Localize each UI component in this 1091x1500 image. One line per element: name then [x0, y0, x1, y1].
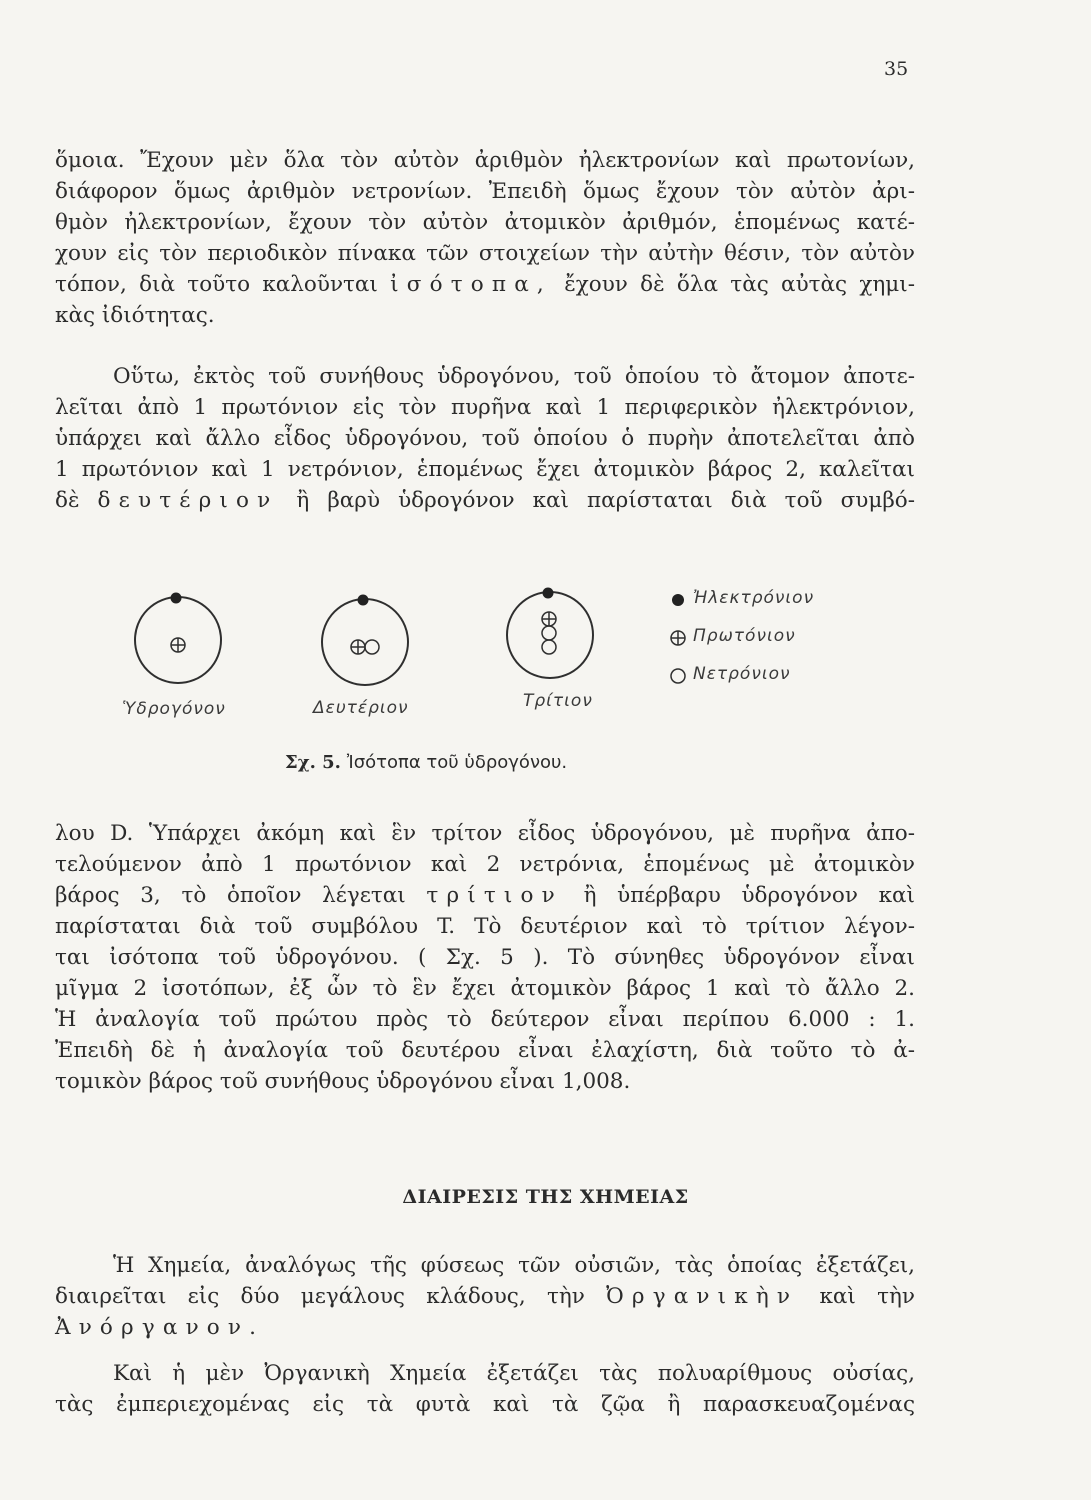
text-segment: διαιρεῖται εἰς δύο μεγάλους κλάδους, τὴν [55, 1284, 585, 1309]
text-line [55, 1281, 915, 1312]
caption-text: Ἰσότοπα τοῦ ὑδρογόνου. [346, 752, 568, 773]
tritium-electron [543, 588, 554, 599]
label-tritium: Τρίτιον [523, 691, 593, 711]
text-line: ὑπάρχει καὶ ἄλλο εἶδος ὑδρογόνου, τοῦ ὁποίου ὁ πυρὴν ἀποτελεῖται ἀπὸ [55, 426, 915, 451]
section-heading: ΔΙΑΙΡΕΣΙΣ ΤΗΣ ΧΗΜΕΙΑΣ [402, 1186, 689, 1208]
paragraph-deuterium [55, 361, 915, 516]
text-line: ὅμοια. Ἔχουν μὲν ὅλα τὸν αὐτὸν ἀριθμὸν ἠλεκτρονίων καὶ πρωτονίων, [55, 148, 915, 173]
text-line: Ἡ Χημεία, ἀναλόγως τῆς φύσεως τῶν οὐσιῶν, τὰς ὁποίας ἐξετάζει, [113, 1253, 915, 1278]
legend-proton-icon [671, 631, 685, 645]
emphasized-term-inorganic: Ἀνόργανον. [55, 1315, 265, 1340]
deuterium-electron [358, 595, 369, 606]
text-line [55, 269, 915, 300]
text-line: διάφορον ὅμως ἀριθμὸν νετρονίων. Ἐπειδὴ ὅμως ἔχουν τὸν αὐτὸν ἀρι- [55, 179, 915, 204]
text-line: χουν εἰς τὸν περιοδικὸν πίνακα τῶν στοιχείων τὴν αὐτὴν θέσιν, τὸν αὐτὸν [55, 241, 915, 266]
text-segment: ἔχουν δὲ ὅλα τὰς αὐτὰς χημι- [564, 272, 915, 297]
legend-electron-icon [672, 594, 684, 606]
paragraph-isotopes-intro [55, 145, 915, 331]
text-line: τελούμενον ἀπὸ 1 πρωτόνιον καὶ 2 νετρόνια, ἑπομένως μὲ ἀτομικὸν [55, 852, 915, 877]
page-number: 35 [884, 58, 909, 80]
text-line: Ἐπειδὴ δὲ ἡ ἀναλογία τοῦ δευτέρου εἶναι ἐλαχίστη, διὰ τοῦτο τὸ ἀ- [55, 1038, 915, 1063]
text-line: τομικὸν βάρος τοῦ συνήθους ὑδρογόνου εἶναι 1,008. [55, 1069, 631, 1094]
text-segment: ἢ βαρὺ ὑδρογόνον καὶ παρίσταται διὰ τοῦ συμβό- [296, 488, 915, 513]
label-hydrogen: Ὑδρογόνον [122, 699, 226, 719]
figure-caption [285, 752, 567, 773]
text-line: λεῖται ἀπὸ 1 πρωτόνιον εἰς τὸν πυρῆνα καὶ 1 περιφερικὸν ἠλεκτρόνιον, [55, 395, 915, 420]
emphasized-term-deuterium: δευτέριον [97, 488, 279, 513]
paragraph-tritium [55, 818, 915, 1097]
text-line: Οὕτω, ἐκτὸς τοῦ συνήθους ὑδρογόνου, τοῦ ὁποίου τὸ ἄτομον ἀποτε- [113, 364, 915, 389]
tritium-nucleus-icon [542, 612, 556, 654]
legend-electron: Ἠλεκτρόνιον [693, 588, 815, 608]
legend-neutron-icon [671, 669, 685, 683]
text-line: Καὶ ἡ μὲν Ὀργανικὴ Χημεία ἐξετάζει τὰς πολυαρίθμους οὐσίας, [113, 1361, 915, 1386]
paragraph-organic-chemistry [55, 1358, 915, 1420]
text-line: θμὸν ἠλεκτρονίων, ἔχουν τὸν αὐτὸν ἀτομικὸν ἀριθμόν, ἑπομένως κατέ- [55, 210, 915, 235]
caption-number: Σχ. 5. [285, 752, 341, 773]
text-segment: ἢ ὑπέρβαρυ ὑδρογόνον καὶ [583, 883, 915, 908]
text-line: παρίσταται διὰ τοῦ συμβόλου T. Τὸ δευτέριον καὶ τὸ τρίτιον λέγον- [55, 914, 915, 939]
text-line: τὰς ἐμπεριεχομένας εἰς τὰ φυτὰ καὶ τὰ ζῷα ἢ παρασκευαζομένας [55, 1392, 915, 1417]
emphasized-term-tritium: τρίτιον [426, 883, 563, 908]
legend-neutron: Νετρόνιον [693, 664, 791, 684]
deuterium-orbit [322, 599, 408, 685]
text-line: μῖγμα 2 ἰσοτόπων, ἐξ ὧν τὸ ἓν ἔχει ἀτομικὸν βάρος 1 καὶ τὸ ἄλλο 2. [55, 976, 915, 1001]
text-segment: τόπον, διὰ τοῦτο καλοῦνται [55, 272, 378, 297]
text-line: ται ἰσότοπα τοῦ ὑδρογόνου. ( Σχ. 5 ). Τὸ σύνηθες ὑδρογόνον εἶναι [55, 945, 915, 970]
text-segment: καὶ τὴν [819, 1284, 915, 1309]
paragraph-chemistry-division [55, 1250, 915, 1343]
deuterium-nucleus-icon [351, 640, 379, 654]
hydrogen-proton-icon [171, 638, 185, 652]
label-deuterium: Δευτέριον [313, 698, 409, 718]
text-segment: βάρος 3, τὸ ὁποῖον λέγεται [55, 883, 406, 908]
emphasized-term-organic: Ὀργανικὴν [606, 1284, 799, 1309]
tritium-orbit [507, 592, 593, 678]
hydrogen-electron [171, 593, 182, 604]
text-line: Ἡ ἀναλογία τοῦ πρώτου πρὸς τὸ δεύτερον εἶναι περίπου 6.000 : 1. [55, 1007, 915, 1032]
text-line [55, 485, 915, 516]
text-line: 1 πρωτόνιον καὶ 1 νετρόνιον, ἑπομένως ἔχει ἀτομικὸν βάρος 2, καλεῖται [55, 457, 915, 482]
text-line: λου D. Ὑπάρχει ἀκόμη καὶ ἓν τρίτον εἶδος ὑδρογόνου, μὲ πυρῆνα ἀπο- [55, 821, 915, 846]
legend-proton: Πρωτόνιον [693, 626, 796, 646]
text-line: κὰς ἰδιότητας. [55, 303, 215, 328]
emphasized-term-isotopes: ἰσότοπα, [390, 272, 552, 297]
text-line [55, 880, 915, 911]
text-segment: δὲ [55, 488, 80, 513]
